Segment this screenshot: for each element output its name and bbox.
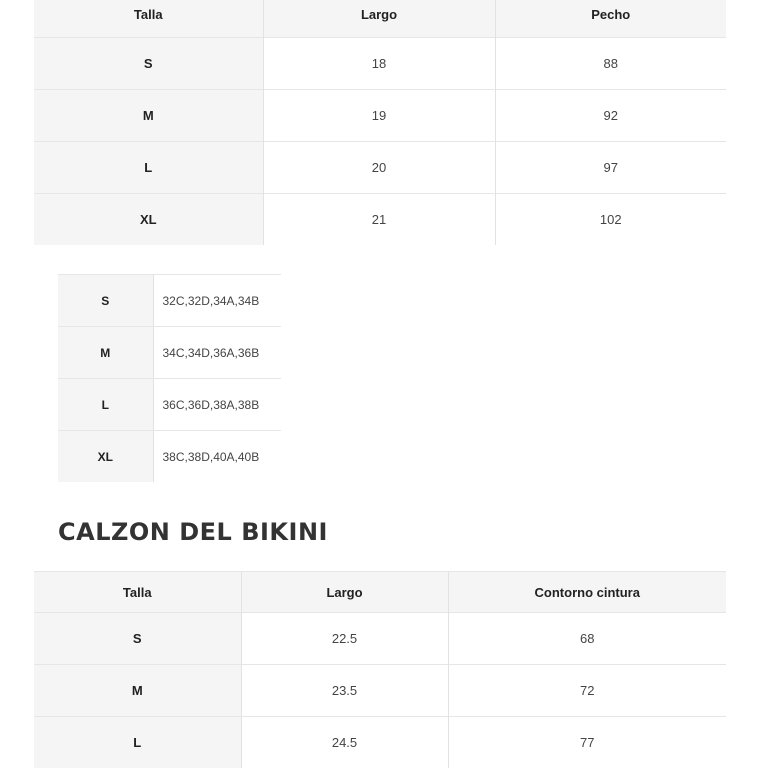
pecho-cell: 97 (495, 142, 726, 194)
table-row (58, 431, 281, 483)
size-cell: S (34, 613, 241, 665)
size-cell: L (34, 717, 241, 768)
size-cell: M (34, 90, 263, 142)
largo-cell: 23.5 (241, 665, 448, 717)
size-cell: L (34, 142, 263, 194)
largo-cell: 20 (263, 142, 495, 194)
table-row (34, 90, 726, 142)
pecho-cell: 88 (495, 38, 726, 90)
table-row (34, 142, 726, 194)
header-pecho: Pecho (495, 0, 726, 38)
largo-cell: 22.5 (241, 613, 448, 665)
largo-cell: 18 (263, 38, 495, 90)
largo-cell: 21 (263, 194, 495, 246)
cintura-cell: 72 (448, 665, 726, 717)
table-row (34, 717, 726, 768)
header-talla: Talla (34, 572, 241, 613)
section-heading: CALZON DEL BIKINI (58, 518, 328, 546)
size-cell: L (58, 379, 153, 431)
header-largo: Largo (263, 0, 495, 38)
cups-cell: 32C,32D,34A,34B (153, 275, 281, 327)
cups-cell: 38C,38D,40A,40B (153, 431, 281, 483)
top-size-table (34, 0, 726, 245)
table-header-row (34, 572, 726, 613)
table-row (34, 613, 726, 665)
cups-cell: 36C,36D,38A,38B (153, 379, 281, 431)
size-cell: M (58, 327, 153, 379)
table-row (34, 194, 726, 246)
bottom-size-table (34, 571, 726, 768)
cup-size-table (58, 274, 281, 482)
cups-cell: 34C,34D,36A,36B (153, 327, 281, 379)
pecho-cell: 102 (495, 194, 726, 246)
header-talla: Talla (34, 0, 263, 38)
cintura-cell: 77 (448, 717, 726, 768)
table-row (58, 379, 281, 431)
largo-cell: 19 (263, 90, 495, 142)
size-cell: XL (34, 194, 263, 246)
table-header-row (34, 0, 726, 38)
size-cell: S (58, 275, 153, 327)
header-largo: Largo (241, 572, 448, 613)
header-contorno-cintura: Contorno cintura (448, 572, 726, 613)
table-row (58, 275, 281, 327)
cintura-cell: 68 (448, 613, 726, 665)
table-row (34, 38, 726, 90)
size-cell: XL (58, 431, 153, 483)
table-row (58, 327, 281, 379)
size-cell: M (34, 665, 241, 717)
size-cell: S (34, 38, 263, 90)
table-row (34, 665, 726, 717)
largo-cell: 24.5 (241, 717, 448, 768)
pecho-cell: 92 (495, 90, 726, 142)
